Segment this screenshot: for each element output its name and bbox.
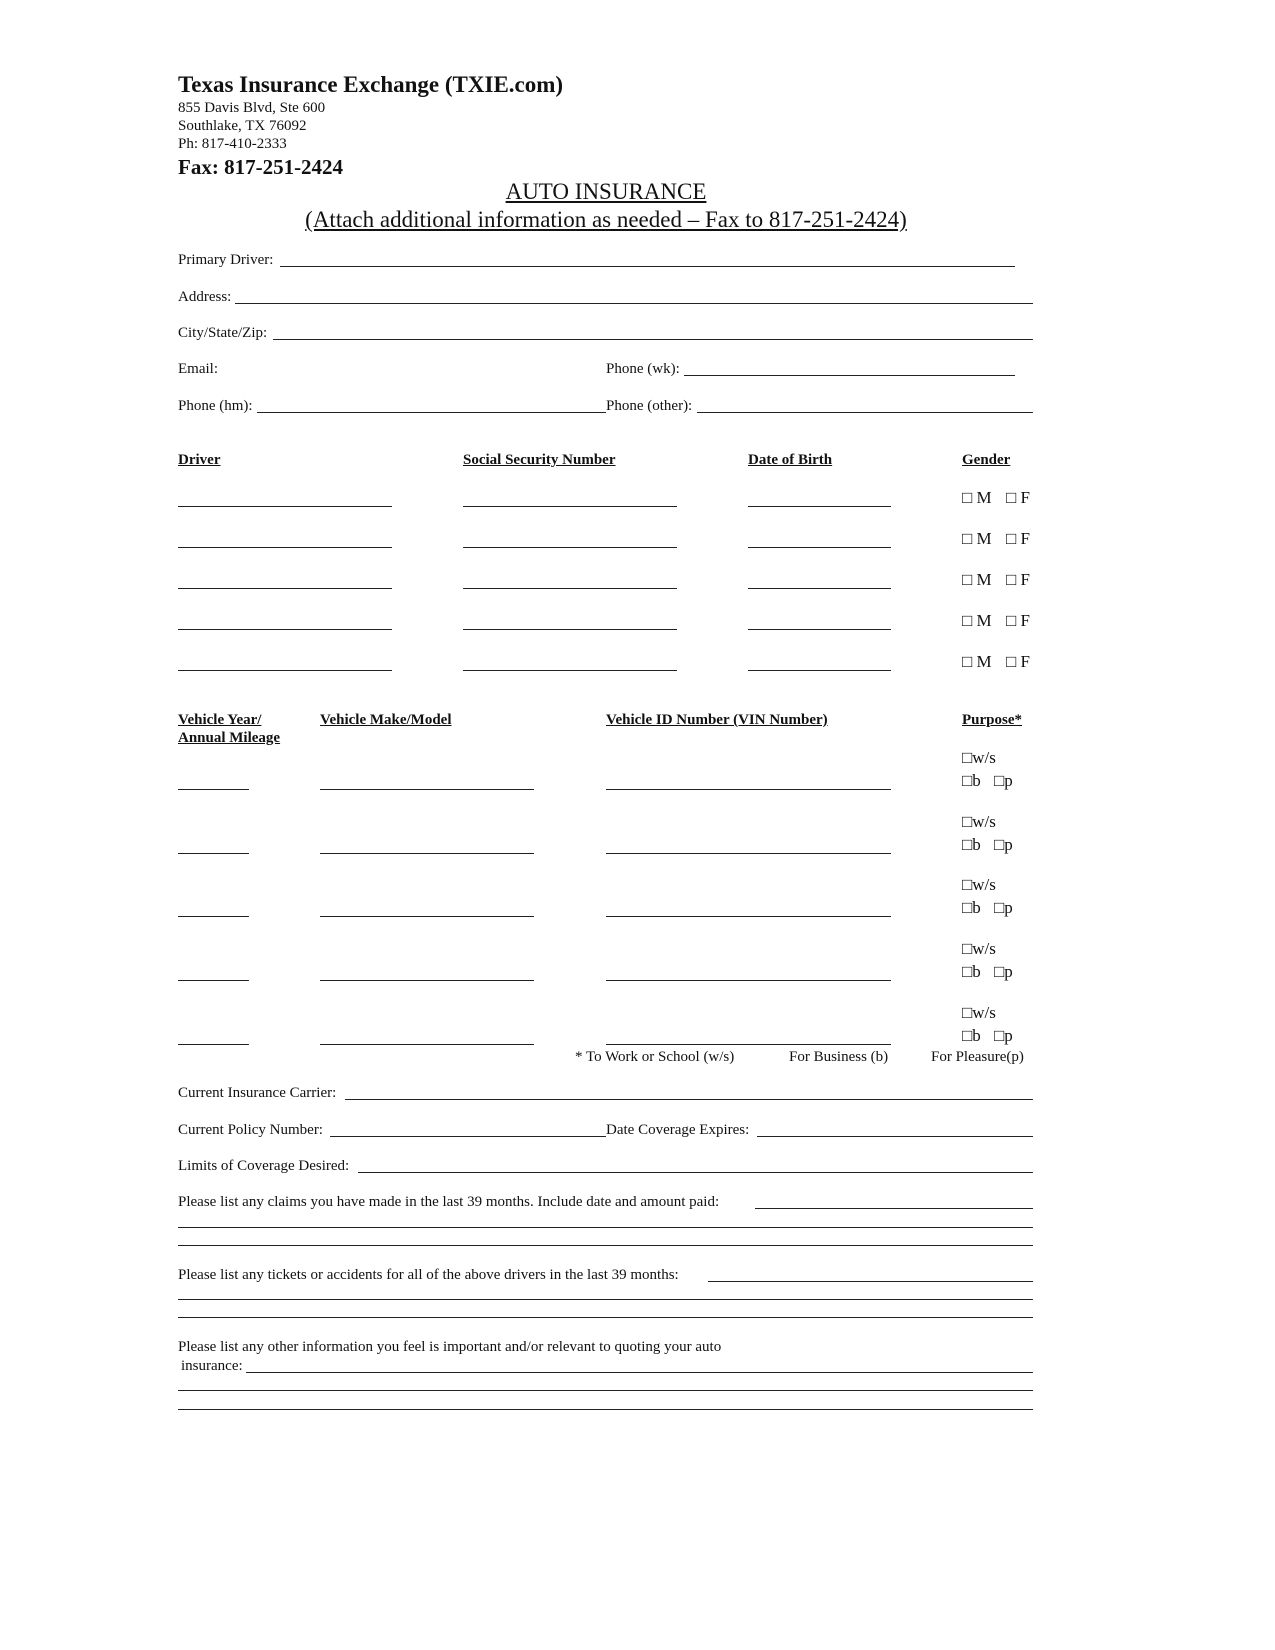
- vin-field[interactable]: [606, 853, 891, 854]
- make-model-header: Vehicle Make/Model: [320, 712, 452, 728]
- limits-label: Limits of Coverage Desired:: [178, 1158, 350, 1174]
- company-address-line1: 855 Davis Blvd, Ste 600: [178, 100, 326, 116]
- purpose-pleasure-checkbox[interactable]: □p: [994, 771, 1013, 790]
- vin-field[interactable]: [606, 980, 891, 981]
- other-info-field-line2[interactable]: [178, 1390, 1033, 1391]
- dob-field[interactable]: [748, 670, 891, 671]
- ssn-field[interactable]: [463, 506, 677, 507]
- driver-name-field[interactable]: [178, 506, 392, 507]
- company-name: Texas Insurance Exchange (TXIE.com): [178, 72, 564, 97]
- purpose-work-school-checkbox[interactable]: □w/s: [962, 939, 996, 959]
- claims-field-line3[interactable]: [178, 1245, 1033, 1246]
- claims-label: Please list any claims you have made in the last 39 months. Include date and amount paid:: [178, 1194, 720, 1210]
- gender-male-checkbox[interactable]: □ M: [962, 488, 992, 507]
- driver-name-field[interactable]: [178, 629, 392, 630]
- ssn-field[interactable]: [463, 547, 677, 548]
- company-fax: Fax: 817-251-2424: [178, 155, 344, 179]
- vehicle-year-field[interactable]: [178, 853, 249, 854]
- dob-field[interactable]: [748, 629, 891, 630]
- vehicle-make-model-field[interactable]: [320, 1044, 534, 1045]
- tickets-field-line2[interactable]: [178, 1299, 1033, 1300]
- purpose-work-school-checkbox[interactable]: □w/s: [962, 875, 996, 895]
- purpose-business-checkbox[interactable]: □b: [962, 834, 981, 854]
- gender-male-checkbox[interactable]: □ M: [962, 652, 992, 671]
- vin-field[interactable]: [606, 789, 891, 790]
- gender-female-checkbox[interactable]: □ F: [1006, 611, 1030, 630]
- footnote-pleasure: For Pleasure(p): [931, 1049, 1024, 1065]
- vin-field[interactable]: [606, 1044, 891, 1045]
- primary-driver-label: Primary Driver:: [178, 252, 274, 268]
- gender-female-checkbox[interactable]: □ F: [1006, 570, 1030, 589]
- other-info-field[interactable]: [246, 1372, 1033, 1373]
- carrier-field[interactable]: [345, 1099, 1033, 1100]
- vin-header: Vehicle ID Number (VIN Number): [606, 712, 828, 728]
- ssn-field[interactable]: [463, 670, 677, 671]
- footnote-work-school: * To Work or School (w/s): [575, 1049, 735, 1065]
- gender-female-checkbox[interactable]: □ F: [1006, 529, 1030, 548]
- phone-other-label: Phone (other):: [606, 398, 693, 414]
- company-address-line2: Southlake, TX 76092: [178, 118, 307, 134]
- expires-field[interactable]: [757, 1136, 1033, 1137]
- claims-field[interactable]: [755, 1208, 1033, 1209]
- purpose-pleasure-checkbox[interactable]: □p: [994, 962, 1013, 982]
- ssn-field[interactable]: [463, 629, 677, 630]
- driver-name-field[interactable]: [178, 547, 392, 548]
- limits-field[interactable]: [358, 1172, 1033, 1173]
- tickets-field[interactable]: [708, 1281, 1033, 1282]
- vehicle-year-field[interactable]: [178, 1044, 249, 1045]
- gender-male-checkbox[interactable]: □ M: [962, 570, 992, 589]
- driver-name-field[interactable]: [178, 670, 392, 671]
- policy-number-field[interactable]: [330, 1136, 606, 1137]
- phone-wk-label: Phone (wk):: [606, 361, 680, 377]
- vin-field[interactable]: [606, 916, 891, 917]
- purpose-business-checkbox[interactable]: □b: [962, 771, 981, 790]
- vehicle-make-model-field[interactable]: [320, 916, 534, 917]
- dob-field[interactable]: [748, 506, 891, 507]
- vehicle-make-model-field[interactable]: [320, 980, 534, 981]
- policy-number-label: Current Policy Number:: [178, 1122, 323, 1138]
- city-state-zip-field[interactable]: [273, 339, 1033, 340]
- dob-field[interactable]: [748, 547, 891, 548]
- other-info-field-line3[interactable]: [178, 1409, 1033, 1410]
- purpose-work-school-checkbox[interactable]: □w/s: [962, 1002, 996, 1022]
- purpose-work-school-checkbox[interactable]: □w/s: [962, 811, 996, 831]
- ssn-field[interactable]: [463, 588, 677, 589]
- other-info-label: Please list any other information you feel is important and/or relevant to quoting your auto: [178, 1339, 722, 1355]
- purpose-work-school-checkbox[interactable]: □w/s: [962, 748, 996, 767]
- purpose-pleasure-checkbox[interactable]: □p: [994, 834, 1013, 854]
- driver-name-field[interactable]: [178, 588, 392, 589]
- phone-wk-field[interactable]: [684, 375, 1015, 376]
- annual-mileage-header: Annual Mileage: [178, 730, 281, 746]
- tickets-field-line3[interactable]: [178, 1317, 1033, 1318]
- purpose-business-checkbox[interactable]: □b: [962, 962, 981, 982]
- dob-field[interactable]: [748, 588, 891, 589]
- vehicle-make-model-field[interactable]: [320, 853, 534, 854]
- address-field[interactable]: [235, 303, 1033, 304]
- vehicle-make-model-field[interactable]: [320, 789, 534, 790]
- gender-female-checkbox[interactable]: □ F: [1006, 488, 1030, 507]
- gender-male-checkbox[interactable]: □ M: [962, 529, 992, 548]
- vehicle-year-field[interactable]: [178, 916, 249, 917]
- ssn-header: Social Security Number: [463, 452, 616, 468]
- expires-label: Date Coverage Expires:: [606, 1122, 750, 1138]
- vehicle-year-field[interactable]: [178, 789, 249, 790]
- vehicle-year-field[interactable]: [178, 980, 249, 981]
- purpose-business-checkbox[interactable]: □b: [962, 898, 981, 918]
- form-subtitle: (Attach additional information as needed – Fax to 817-251-2424): [305, 207, 907, 232]
- driver-header: Driver: [178, 452, 221, 468]
- gender-female-checkbox[interactable]: □ F: [1006, 652, 1030, 671]
- purpose-pleasure-checkbox[interactable]: □p: [994, 898, 1013, 918]
- carrier-label: Current Insurance Carrier:: [178, 1085, 337, 1101]
- other-info-label-cont: insurance:: [181, 1358, 243, 1374]
- email-label: Email:: [178, 361, 218, 377]
- address-label: Address:: [178, 289, 232, 305]
- form-title: AUTO INSURANCE: [505, 179, 707, 204]
- purpose-business-checkbox[interactable]: □b: [962, 1025, 981, 1045]
- vehicle-year-header: Vehicle Year/: [178, 712, 262, 728]
- purpose-pleasure-checkbox[interactable]: □p: [994, 1025, 1013, 1045]
- city-state-zip-label: City/State/Zip:: [178, 325, 268, 341]
- dob-header: Date of Birth: [748, 452, 833, 468]
- phone-hm-field[interactable]: [257, 412, 606, 413]
- phone-hm-label: Phone (hm):: [178, 398, 253, 414]
- gender-male-checkbox[interactable]: □ M: [962, 611, 992, 630]
- company-phone: Ph: 817-410-2333: [178, 136, 287, 152]
- claims-field-line2[interactable]: [178, 1227, 1033, 1228]
- gender-header: Gender: [962, 452, 1011, 468]
- footnote-business: For Business (b): [789, 1049, 889, 1065]
- purpose-header: Purpose*: [962, 712, 1022, 728]
- tickets-label: Please list any tickets or accidents for all of the above drivers in the last 39 months:: [178, 1267, 679, 1283]
- phone-other-field[interactable]: [697, 412, 1033, 413]
- primary-driver-field[interactable]: [280, 266, 1015, 267]
